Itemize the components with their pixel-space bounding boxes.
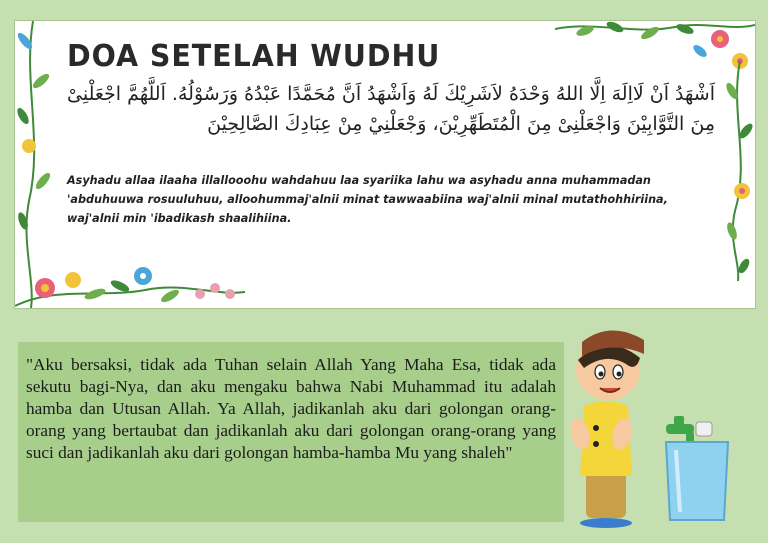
floral-border-right [720, 61, 755, 281]
latin-transliteration: Asyhadu allaa ilaaha illallooohu wahdahuu laa syariika lahu wa asyhadu anna muhammadan 'abduhuuwa rosuuluhuu, alloohummaj'alnii minat tawwaabiina waj'alnii minal mutathohhiriina, waj'alnii min 'ibadikash shaalihiina. [67, 174, 668, 225]
prayer-card [14, 20, 756, 309]
boy-praying-illustration [566, 318, 676, 528]
arabic-prayer-text: اَشْهَدُ اَنْ لَااِلَهَ اِلَّا اللهُ وَحْدَهُ لاَشَرِيْكَ لَهُ وَاَشْهَدُ اَنَّ مُحَمَّدًا عَبْدُهُ وَرَسُوْلُهُ. اَللَّهُمَّ اجْعَلْنِىْ مِنَ التَّوَّابِيْنَ وَاجْعَلْنِىْ مِنَ الْمُتَطَهِّرِيْنَ، وَجْعَلْنِيْ مِنْ عِبَادِكَ الصَّالِحِيْنَ [67, 83, 715, 135]
floral-border-bottom-left [15, 236, 245, 308]
translation-box [18, 342, 564, 522]
page-title: DOA SETELAH WUDHU [67, 39, 441, 74]
water-glass-icon [662, 440, 732, 524]
translation-text: "Aku bersaksi, tidak ada Tuhan selain Allah Yang Maha Esa, tidak ada sekutu bagi-Nya, dan aku mengaku bahwa Nabi Muhammad itu adalah hamba dan Utusan Allah. Ya Allah, jadikanlah aku dari golongan orang-orang yang bertaubat dan jadikanlah aku dari golongan orang-orang yang suci dan jadikanlah aku dari golongan hamba-hamba Mu yang shaleh" [26, 355, 556, 462]
